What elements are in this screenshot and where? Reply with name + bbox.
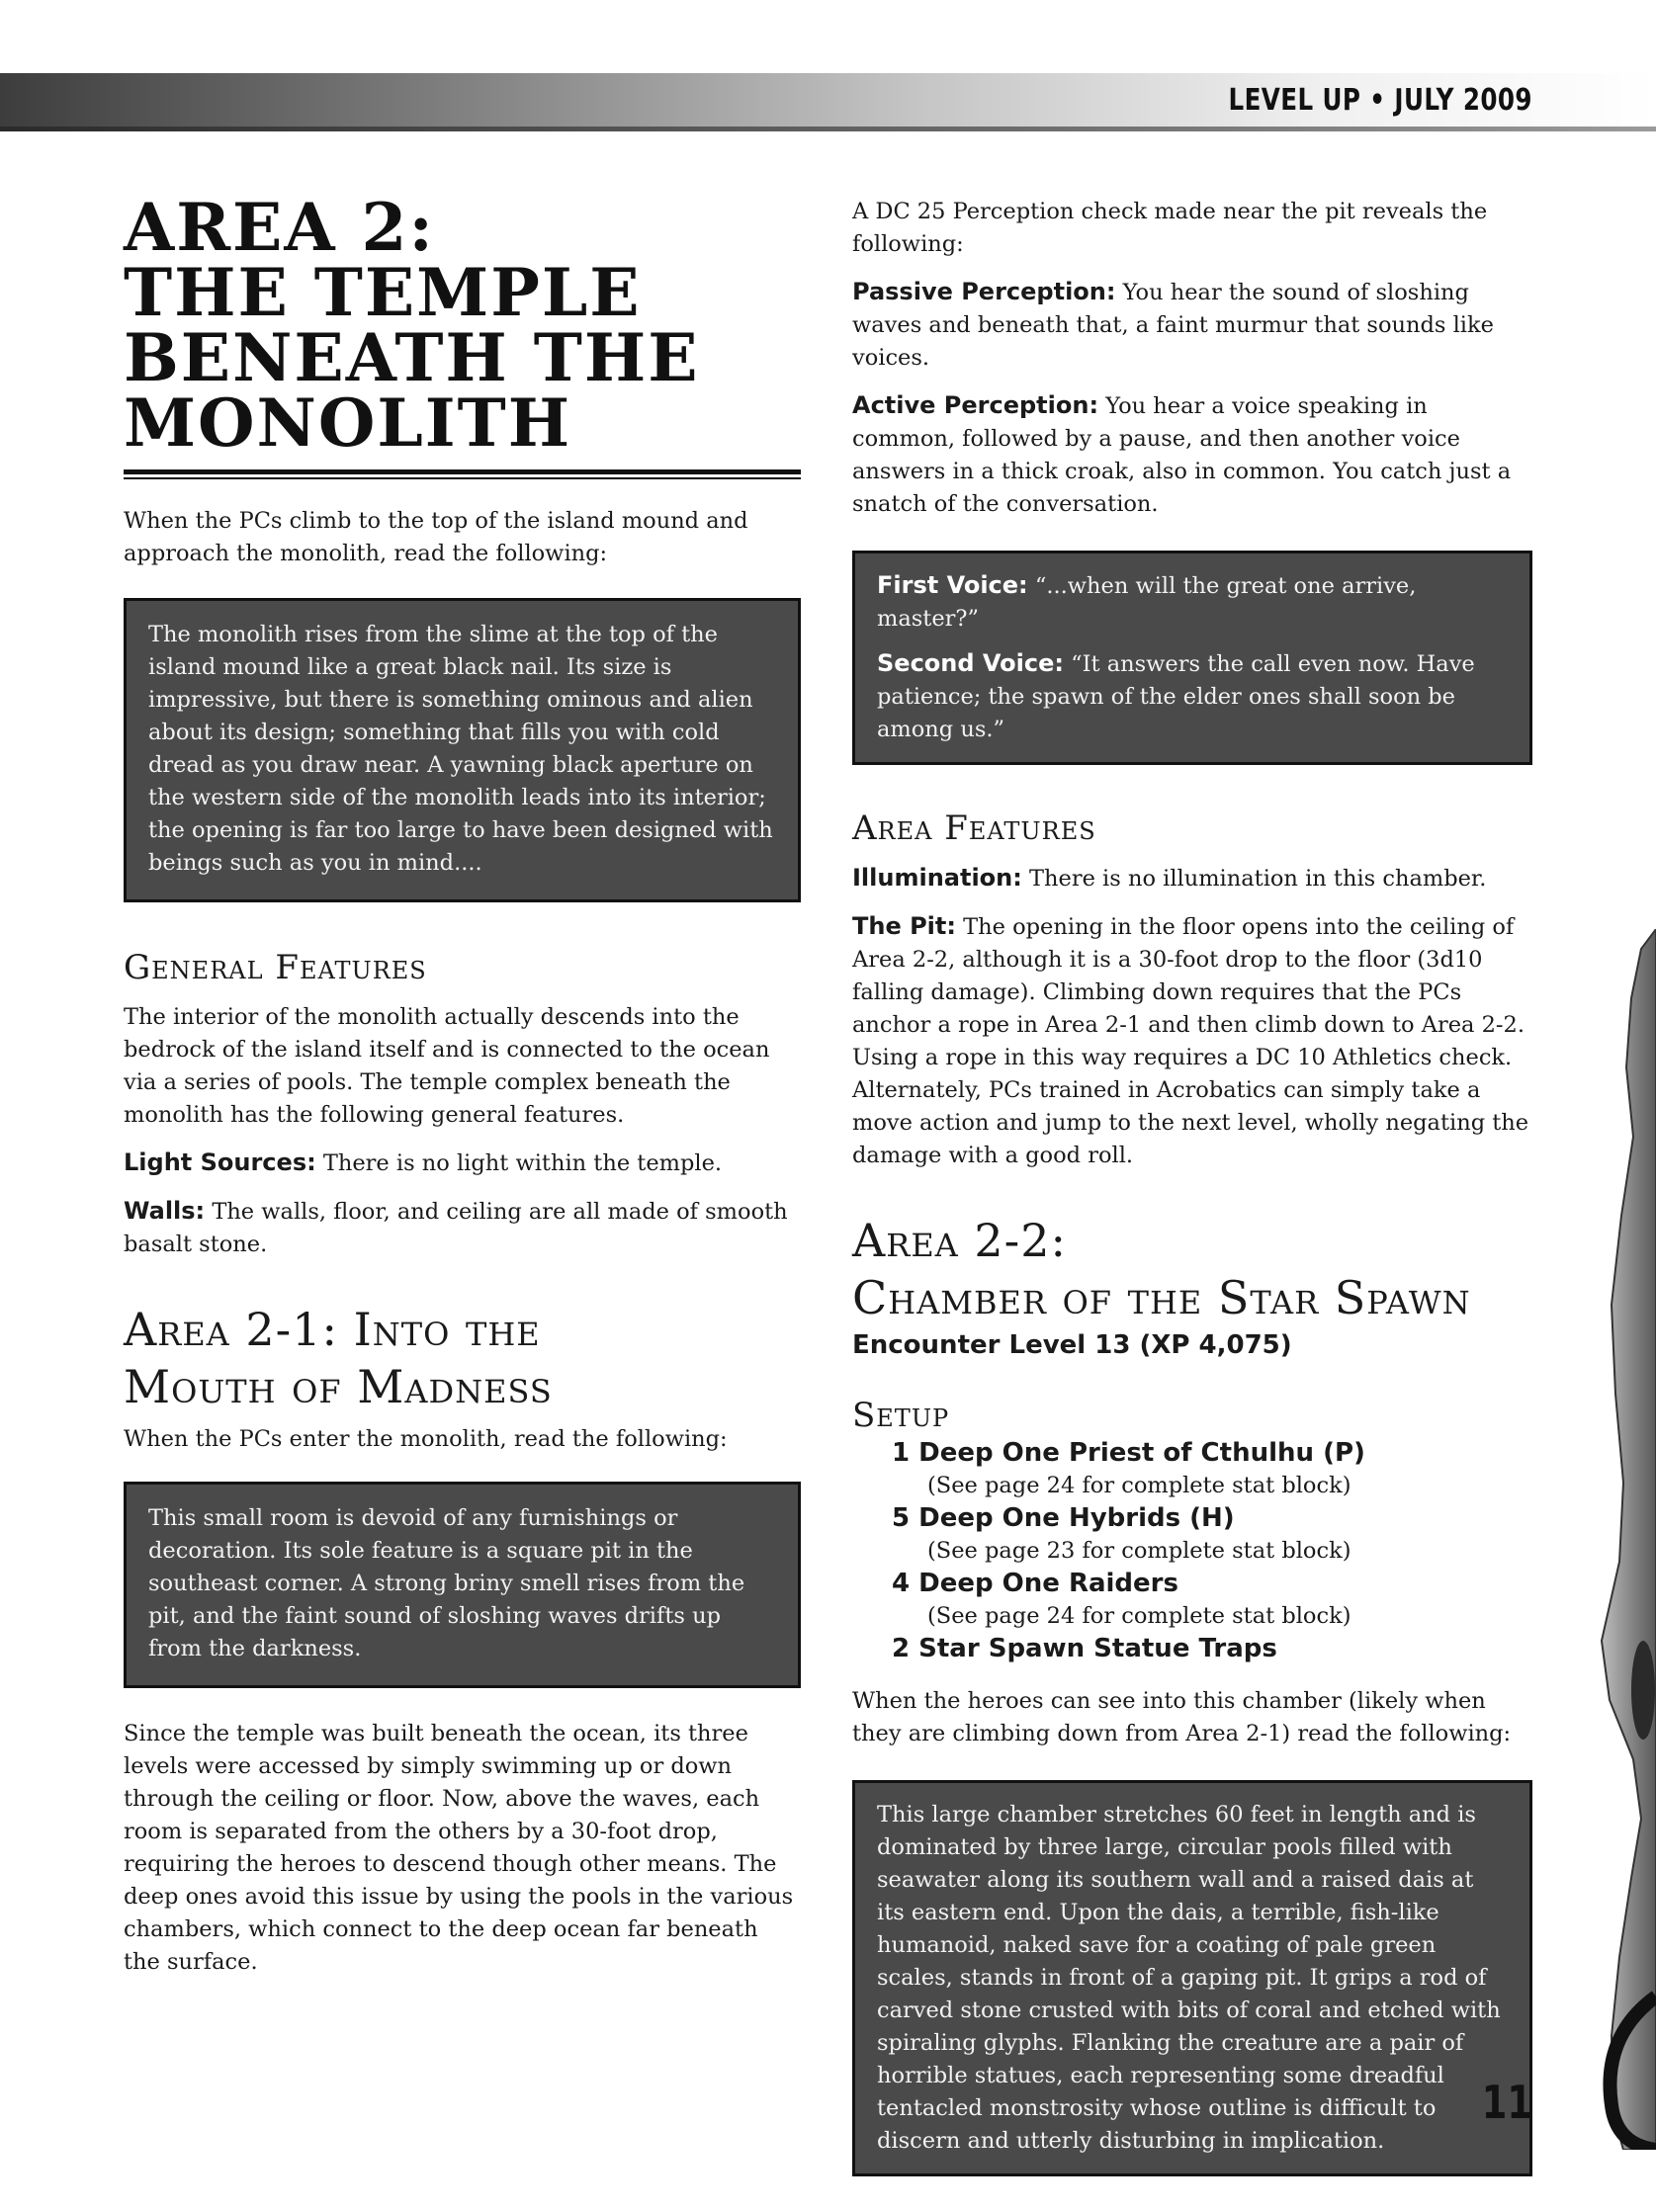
monster-name: 2 Star Spawn Statue Traps [892, 1634, 1277, 1663]
heading-line: Area 2-1: Into the [124, 1303, 541, 1356]
chamber-intro: When the heroes can see into this chamber (likely when they are climbing down from Area 2-1) read the following: [852, 1688, 1512, 1746]
active-perception-paragraph [852, 389, 1532, 521]
encounter-level: Encounter Level 13 (XP 4,075) [852, 1330, 1292, 1360]
title-underline [124, 469, 801, 479]
passive-perception-label: Passive Perception: [852, 278, 1116, 305]
read-aloud-text: This small room is devoid of any furnishings or decoration. Its sole feature is a square pit in the southeast corner. A strong briny smell rises from the pit, and the faint sound of sloshing waves drifts up from the darkness. [148, 1505, 745, 1661]
passive-perception-paragraph [852, 276, 1532, 375]
illumination-label: Illumination: [852, 864, 1022, 892]
stat-block-note: (See page 23 for complete stat block) [927, 1538, 1351, 1564]
title-line: BENEATH THE [124, 319, 700, 396]
light-sources-paragraph [124, 1147, 801, 1180]
heading-line: Area 2-2: [852, 1214, 1067, 1267]
second-voice-line [877, 647, 1508, 746]
section-heading-area-2-2 [852, 1212, 1532, 1326]
passive-perception-text: You hear the sound of sloshing waves and beneath that, a faint murmur that sounds like voices. [852, 280, 1494, 371]
page-title [124, 189, 801, 462]
active-perception-label: Active Perception: [852, 391, 1099, 419]
list-item [892, 1633, 1532, 1665]
illumination-text: There is no illumination in this chamber. [1029, 866, 1487, 892]
section-heading-general-features: General Features [124, 948, 427, 987]
second-voice-text: “It answers the call even now. Have patience; the spawn of the elder ones shall soon be among us.” [877, 651, 1475, 742]
left-column [124, 188, 801, 1994]
pit-text: The opening in the floor opens into the ceiling of Area 2-2, although it is a 30-foot drop to the floor (3d10 falling damage). Climbing down requires that the PCs anchor a rope in Area 2-1 and then climb down to Area 2-2. Using a rope in this way requires a DC 10 Athletics check. Alternately, PCs trained in Acrobatics can simply take a move action and jump to the next level, wholly negating the damage with a good roll. [852, 914, 1529, 1168]
section-heading-area-2-1 [124, 1301, 801, 1415]
active-perception-text: You hear a voice speaking in common, followed by a pause, and then another voice answers in a thick croak, also in common. You catch just a snatch of the conversation. [852, 393, 1512, 517]
issue-header: LEVEL UP • JULY 2009 [1228, 83, 1532, 118]
heading-line: Chamber of the Star Spawn [852, 1271, 1471, 1324]
intro-paragraph: When the PCs climb to the top of the island mound and approach the monolith, read the following: [124, 508, 748, 566]
title-line: THE TEMPLE [124, 254, 642, 331]
stat-block-note: (See page 24 for complete stat block) [927, 1603, 1351, 1629]
read-aloud-box [852, 1780, 1532, 2176]
area-2-1-intro: When the PCs enter the monolith, read the following: [124, 1426, 728, 1452]
section-heading-setup: Setup [852, 1396, 950, 1435]
right-column [852, 196, 1532, 2212]
light-sources-label: Light Sources: [124, 1149, 316, 1176]
closing-paragraph: Since the temple was built beneath the ocean, its three levels were accessed by simply swimming up or down through the ceiling or floor. Now, above the waves, each room is separated from the others by a 30-foot drop, requiring the heroes to descend though other means. The deep ones avoid this issue by using the pools in the various chambers, which connect to the deep ocean far beneath the surface. [124, 1721, 794, 1975]
read-aloud-box [124, 1482, 801, 1688]
page-number: 11 [1481, 2076, 1532, 2129]
dialogue-box [852, 551, 1532, 765]
title-line: AREA 2: [124, 189, 435, 266]
monster-name: 1 Deep One Priest of Cthulhu (P) [892, 1438, 1365, 1468]
header-rule [0, 127, 1656, 131]
read-aloud-text: This large chamber stretches 60 feet in length and is dominated by three large, circular pools filled with seawater along its southern wall and a raised dais at its eastern end. Upon the dais, a terrible, fish-like humanoid, naked save for a coating of pale green scales, stands in front of a gaping pit. It grips a rod of carved stone crusted with bits of coral and etched with spiraling glyphs. Flanking the creature are a pair of horrible statues, each representing some dreadful tentacled monstrosity whose outline is difficult to discern and utterly disturbing in implication. [877, 1802, 1501, 2154]
setup-list [852, 1437, 1532, 1665]
light-sources-text: There is no light within the temple. [322, 1150, 723, 1176]
walls-label: Walls: [124, 1197, 206, 1225]
list-item [892, 1437, 1532, 1502]
first-voice-line [877, 569, 1508, 636]
walls-text: The walls, floor, and ceiling are all made of smooth basalt stone. [124, 1199, 788, 1257]
list-item [892, 1502, 1532, 1568]
pit-label: The Pit: [852, 912, 956, 940]
read-aloud-text: The monolith rises from the slime at the top of the island mound like a great black nail. Its size is impressive, but there is something ominous and alien about its design; something that fills you with cold dread as you draw near. A yawning black aperture on the western side of the monolith leads into its interior; the opening is far too large to have been designed with beings such as you in mind.... [148, 622, 773, 876]
stone-blade-decoration [1572, 929, 1656, 2150]
heading-line: Mouth of Madness [124, 1360, 553, 1413]
monster-name: 4 Deep One Raiders [892, 1569, 1178, 1598]
walls-paragraph [124, 1195, 801, 1261]
illumination-paragraph [852, 862, 1532, 895]
title-line: MONOLITH [124, 384, 572, 462]
list-item [892, 1568, 1532, 1633]
first-voice-label: First Voice: [877, 571, 1028, 599]
perception-intro: A DC 25 Perception check made near the pit reveals the following: [852, 199, 1488, 257]
section-heading-area-features: Area Features [852, 808, 1096, 848]
read-aloud-box [124, 598, 801, 902]
monster-name: 5 Deep One Hybrids (H) [892, 1503, 1235, 1533]
second-voice-label: Second Voice: [877, 649, 1064, 677]
stat-block-note: (See page 24 for complete stat block) [927, 1473, 1351, 1498]
first-voice-text: “...when will the great one arrive, master?” [877, 573, 1417, 632]
general-features-paragraph: The interior of the monolith actually descends into the bedrock of the island itself and is connected to the ocean via a series of pools. The temple complex beneath the monolith has the following general features. [124, 1004, 770, 1128]
pit-paragraph [852, 910, 1532, 1172]
